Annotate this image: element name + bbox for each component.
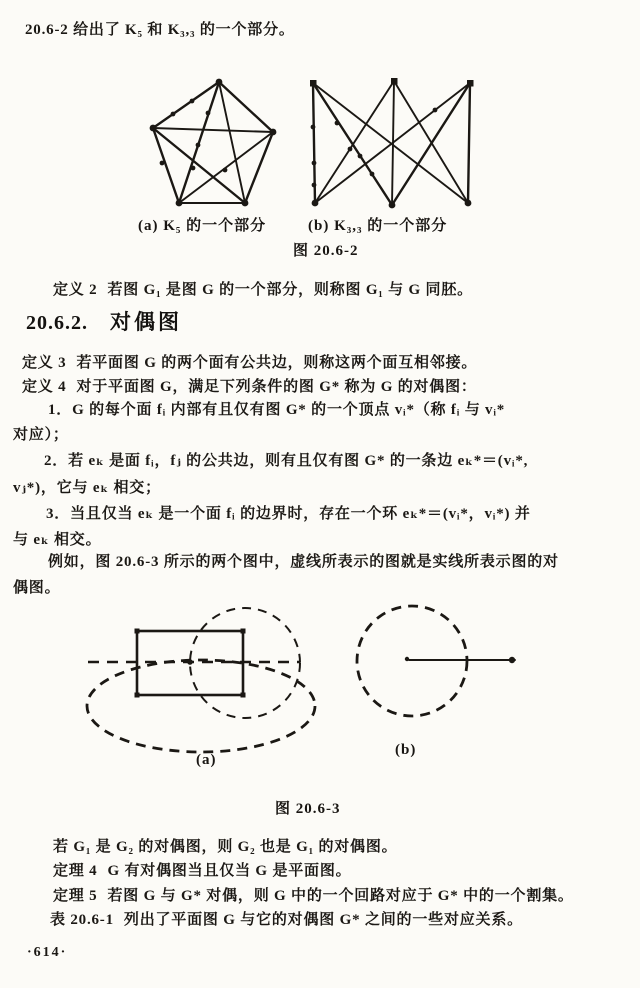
k5-graph-figure [140,72,290,212]
theorem-5-label: 定理 5 [53,888,98,904]
fig-20-6-2-caption-a: (a) K₅ 的一个部分 [138,218,267,234]
table-reference-label: 表 20.6-1 [50,912,114,928]
page-number: ·614· [27,945,68,960]
condition-3-line-2: 与 eₖ 相交。 [13,532,102,548]
definition-2-label: 定义 2 [53,282,98,298]
fig-20-6-3-label-a: (a) [196,752,217,768]
condition-3-line-1: 3．当且仅当 eₖ 是一个面 fᵢ 的边界时，存在一个环 eₖ*＝(vᵢ*，vᵢ*) 并 [46,506,531,522]
dual-note-line: 若 G₁ 是 G₂ 的对偶图，则 G₂ 也是 G₁ 的对偶图。 [53,839,398,855]
definition-2 [53,278,473,299]
definition-3-text: 若平面图 G 的两个面有公共边，则称这两个面互相邻接。 [76,355,478,371]
definition-4 [22,375,477,396]
definition-4-text: 对于平面图 G，满足下列条件的图 G* 称为 G 的对偶图： [76,379,477,395]
fig-20-6-3-caption: 图 20.6-3 [275,801,341,817]
definition-3-label: 定义 3 [22,355,67,371]
table-reference [50,908,523,929]
theorem-5-text: 若图 G 与 G* 对偶，则 G 中的一个回路对应于 G* 中的一个割集。 [107,888,574,904]
k33-graph-figure [305,72,480,212]
condition-2-line-1: 2．若 eₖ 是面 fᵢ，fⱼ 的公共边，则有且仅有图 G* 的一条边 eₖ*＝(vᵢ*, [44,453,529,469]
theorem-4-text: G 有对偶图当且仅当 G 是平面图。 [107,863,352,879]
dual-graph-figure [80,600,530,760]
section-number: 20.6.2. [26,312,88,334]
theorem-4-label: 定理 4 [53,863,98,879]
example-line-1: 例如，图 20.6-3 所示的两个图中，虚线所表示的图就是实线所表示图的对 [48,554,559,570]
theorem-4 [53,859,351,880]
condition-2-line-2: vⱼ*)，它与 eₖ 相交； [13,480,161,496]
example-line-2: 偶图。 [13,580,61,596]
table-reference-text: 列出了平面图 G 与它的对偶图 G* 之间的一些对应关系。 [123,912,523,928]
section-title: 对偶图 [110,310,182,334]
condition-1-line-1: 1．G 的每个面 fᵢ 内部有且仅有图 G* 的一个顶点 vᵢ*（称 fᵢ 与 vᵢ* [48,402,506,418]
fig-20-6-2-caption-b: (b) K₃,₃ 的一个部分 [308,218,448,234]
definition-4-label: 定义 4 [22,379,67,395]
theorem-5 [53,884,574,905]
condition-1-line-2: 对应）； [13,427,69,443]
definition-3 [22,351,477,372]
section-heading [26,306,182,336]
intro-line: 20.6-2 给出了 K₅ 和 K₃,₃ 的一个部分。 [25,22,295,38]
definition-2-text: 若图 G₁ 是图 G 的一个部分，则称图 G₁ 与 G 同胚。 [107,282,473,298]
fig-20-6-2-caption: 图 20.6-2 [293,243,359,259]
fig-20-6-3-label-b: (b) [395,742,417,758]
